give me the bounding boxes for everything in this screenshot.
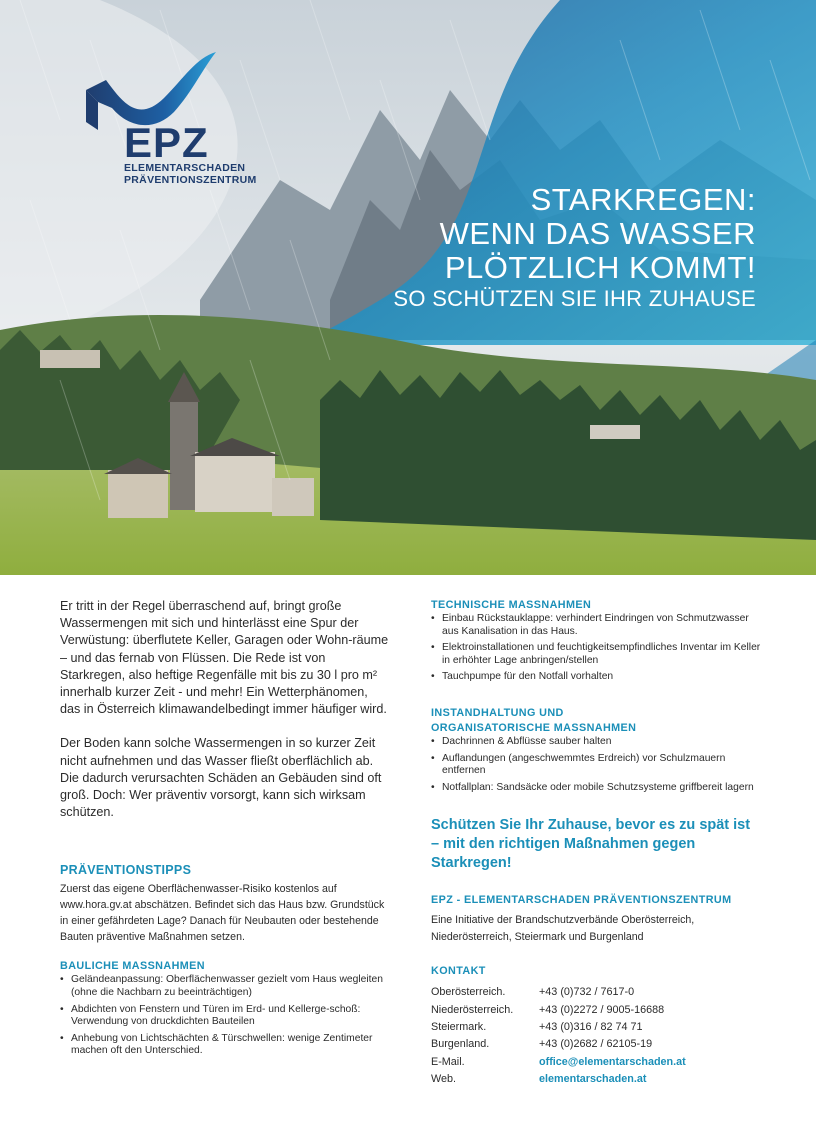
headline-line-1: STARKREGEN: [530,182,756,217]
table-row [431,984,686,1001]
bauliche-heading: BAULICHE MASSNAHMEN [60,960,205,973]
logo-title: EPZ [124,119,209,166]
intro-paragraph-1: Er tritt in der Regel überraschend auf, bringt große Wassermengen mit sich und hinterlässt eine Spur der Verwüstung: überflutete Keller, Garagen oder Wohn-räume – und das fernab von Flüssen. Die Rede ist von Starkregen, also heftige Regenfälle mit bis zu 30 l pro m² innerhalb kurzer Zeit - und mehr! Ein Wetterphänomen, das in Österreich klimawandelbedingt immer häufiger wird. [60,599,389,717]
list-item: • Einbau Rückstauklappe: verhindert Eindringen von Schmutzwasser aus Kanalisation in das Haus. [431,613,761,638]
contact-label: Burgenland. [431,1038,490,1051]
instandhaltung-list [431,736,761,794]
headline-subtitle: SO SCHÜTZEN SIE IHR ZUHAUSE [393,286,756,311]
technische-heading: TECHNISCHE MASSNAHMEN [431,599,592,611]
intro-paragraph-2: Der Boden kann solche Wassermengen in so kurzer Zeit nicht aufnehmen und das Wasser fließt oberflächlich ab. Die dadurch verursachten Schäden an Gebäuden sind oft groß. Doch: Wer präventiv vorsorgt, kann sich wirksam schützen. [60,736,382,820]
contact-value: +43 (0)732 / 7617-0 [539,986,635,999]
table-row [431,1036,686,1053]
instandhaltung-section [431,706,761,794]
table-row [431,1019,686,1036]
technische-list [431,613,761,684]
table-row [431,1071,686,1088]
list-item: • Anhebung von Lichtschächten & Türschwellen: wenige Zentimeter machen oft den Unterschied. [60,1033,390,1058]
list-item: • Dachrinnen & Abflüsse sauber halten [431,736,761,749]
call-to-action: Schützen Sie Ihr Zuhause, bevor es zu spät ist – mit den richtigen Maßnahmen gegen Starkregen! [431,817,751,872]
headline-line-3: PLÖTZLICH KOMMT! [444,250,756,285]
org-section [431,893,761,946]
table-row [431,1054,686,1071]
contact-value: +43 (0)316 / 82 74 71 [539,1020,643,1033]
contact-value: +43 (0)2682 / 62105-19 [539,1038,653,1051]
tips-heading: PRÄVENTIONSTIPPS [60,863,192,878]
headline [393,183,756,313]
instandhaltung-heading-1: INSTANDHALTUNG UND [431,706,564,719]
intro-text [60,598,390,821]
instandhaltung-heading-2: ORGANISATORISCHE MASSNAHMEN [431,721,637,734]
logo-subtitle-1: ELEMENTARSCHADEN [124,162,246,174]
list-item: • Auflandungen (angeschwemmtes Erdreich) vor Schulzmauern entfernen [431,753,761,778]
contact-label: E-Mail. [431,1055,465,1068]
table-row [431,1002,686,1019]
contact-label: Steiermark. [431,1020,487,1033]
contact-value: +43 (0)2272 / 9005-16688 [539,1003,665,1016]
epz-logo [84,50,274,190]
list-item: • Geländeanpassung: Oberflächenwasser gezielt vom Haus wegleiten (ohne die Nachbarn zu beeinträchtigen) [60,974,390,999]
website-link[interactable]: elementarschaden.at [539,1072,647,1085]
org-heading: EPZ - ELEMENTARSCHADEN PRÄVENTIONSZENTRUM [431,894,732,907]
org-text: Eine Initiative der Brandschutzverbände Oberösterreich, Niederösterreich, Steiermark und Burgenland [431,914,695,944]
list-item: • Abdichten von Fenstern und Türen im Erd- und Kellerge-schoß: Verwendung von druckdichten Bauteilen [60,1004,390,1029]
wave-logo-icon [84,50,224,130]
tips-section [60,863,390,945]
logo-subtitle-2: PRÄVENTIONSZENTRUM [124,174,257,186]
bauliche-list [60,974,390,1058]
contact-label: Niederösterreich. [431,1003,514,1016]
email-link[interactable]: office@elementarschaden.at [539,1055,686,1068]
contact-section [431,964,761,1088]
contact-table [431,984,686,1088]
bauliche-section [60,959,390,1058]
technische-section [431,598,761,684]
tips-text: Zuerst das eigene Oberflächenwasser-Risiko kostenlos auf www.hora.gv.at abschätzen. Befindet sich das Haus bzw. Grundstück in einer gefährdeten Lage? Danach für Neubauten oder bestehende Bauten präventive Maßnahmen setzen. [60,883,385,944]
list-item: • Tauchpumpe für den Notfall vorhalten [431,671,761,684]
contact-heading: KONTAKT [431,965,486,978]
list-item: • Elektroinstallationen und feuchtigkeitsempfindliches Inventar im Keller in erhöhter Lage anbringen/stellen [431,642,761,667]
headline-line-2: WENN DAS WASSER [439,216,756,251]
contact-label: Oberösterreich. [431,986,506,999]
left-column [60,598,390,1062]
contact-label: Web. [431,1072,457,1085]
right-column [431,598,761,1088]
list-item: • Notfallplan: Sandsäcke oder mobile Schutzsysteme griffbereit lagern [431,782,761,795]
